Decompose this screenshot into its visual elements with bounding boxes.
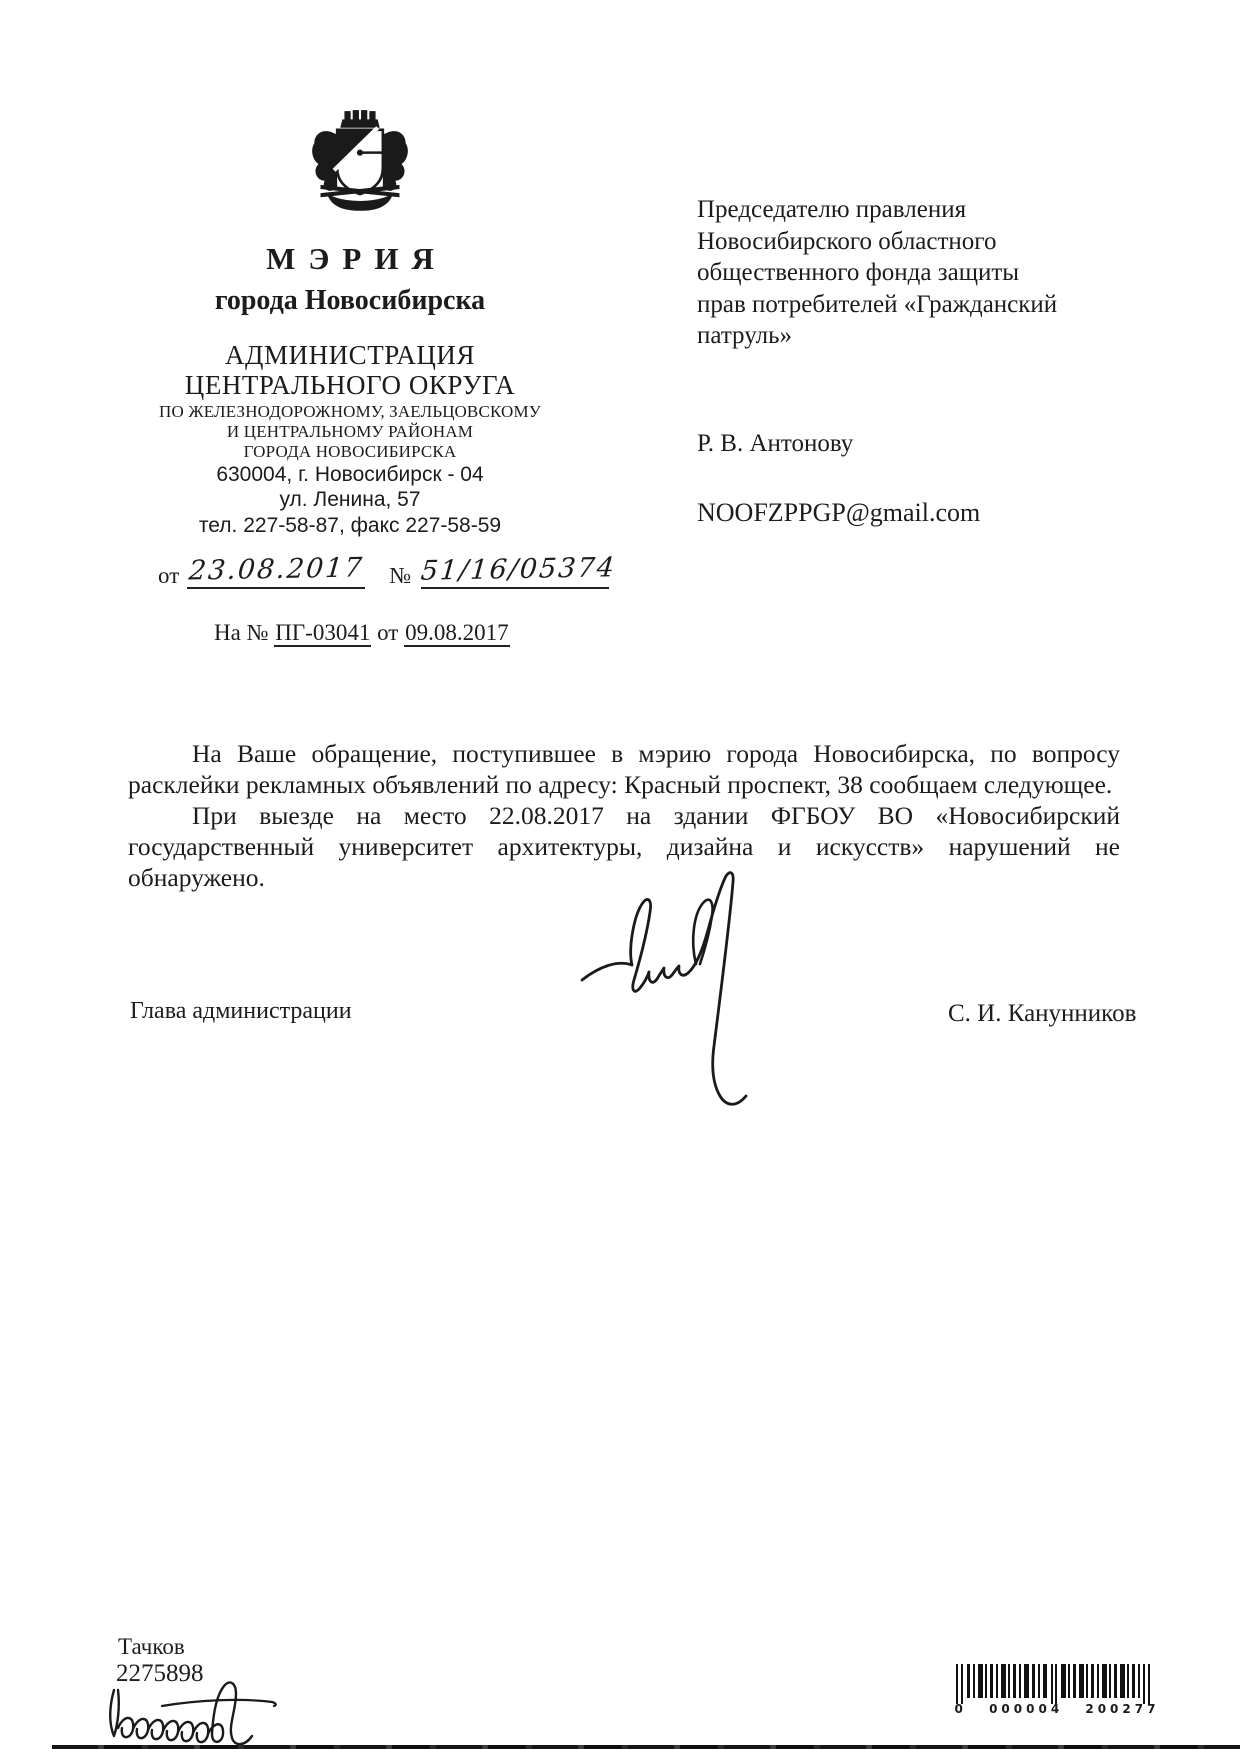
reply-reference-line <box>214 620 510 646</box>
addressee-email: NOOFZPPGP@gmail.com <box>697 498 981 527</box>
scan-edge-artifact <box>52 1745 1240 1749</box>
addressee-line: Председателю правления <box>697 196 967 223</box>
barcode-bars <box>954 1664 1160 1704</box>
addressee-name: Р. В. Антонову <box>697 430 854 457</box>
number-blank <box>419 552 618 589</box>
street-address: ул. Ленина, 57 <box>279 488 421 512</box>
body-paragraph-2: При выезде на место 22.08.2017 на здании ФГБОУ ВО «Новосибирский государственный университет архитектуры, дизайна и искусств» нарушений не обнаружено. <box>128 801 1120 892</box>
executor-phone: 2275898 <box>116 1660 204 1687</box>
districts-line3: ГОРОДА НОВОСИБИРСКА <box>243 441 457 461</box>
body-paragraph-1: На Ваше обращение, поступившее в мэрию города Новосибирска, по вопросу расклейки рекламных объявлений по адресу: Красный проспект, 38 сообщаем следующее. <box>128 739 1120 799</box>
org-name-line2: города Новосибирска <box>214 284 486 316</box>
addressee-block <box>697 194 1097 352</box>
executor-signature <box>106 1676 346 1750</box>
barcode <box>952 1664 1162 1716</box>
barcode-digits: 0 000004 200277 <box>952 1702 1162 1716</box>
handwritten-number: 51/16/05374 <box>419 552 618 587</box>
head-signature <box>578 868 768 1123</box>
number-label: № <box>389 563 412 588</box>
executor-name: Тачков <box>118 1634 185 1659</box>
department-line1: АДМИНИСТРАЦИЯ <box>224 340 475 371</box>
phone-fax: тел. 227-58-87, факс 227-58-59 <box>198 513 502 537</box>
from-label: от <box>158 563 180 588</box>
addressee-line: общественного фонда защиты <box>697 259 1020 286</box>
department-line2: ЦЕНТРАЛЬНОГО ОКРУГА <box>184 370 516 401</box>
handwritten-date: 23.08.2017 <box>187 552 366 587</box>
novosibirsk-coat-of-arms-icon <box>306 110 414 214</box>
date-blank <box>187 552 366 589</box>
signer-title: Глава администрации <box>130 998 352 1024</box>
reply-prefix: На № <box>214 620 269 645</box>
postal-address: 630004, г. Новосибирск - 04 <box>216 462 484 486</box>
reply-from-label: от <box>377 620 399 645</box>
outgoing-reference-line <box>158 552 638 589</box>
reply-number: ПГ-03041 <box>275 620 371 645</box>
reply-date: 09.08.2017 <box>405 620 509 645</box>
addressee-line: Новосибирского областного <box>697 227 997 255</box>
addressee-line: прав потребителей «Гражданский <box>697 290 1058 318</box>
addressee-line: патруль» <box>697 322 793 349</box>
districts-line1: ПО ЖЕЛЕЗНОДОРОЖНОМУ, ЗАЕЛЬЦОВСКОМУ <box>159 401 541 421</box>
signer-name: С. И. Канунников <box>948 1000 1137 1027</box>
districts-line2: И ЦЕНТРАЛЬНОМУ РАЙОНАМ <box>226 421 474 441</box>
org-name-line1: МЭРИЯ <box>266 241 447 276</box>
letterhead <box>110 242 590 537</box>
